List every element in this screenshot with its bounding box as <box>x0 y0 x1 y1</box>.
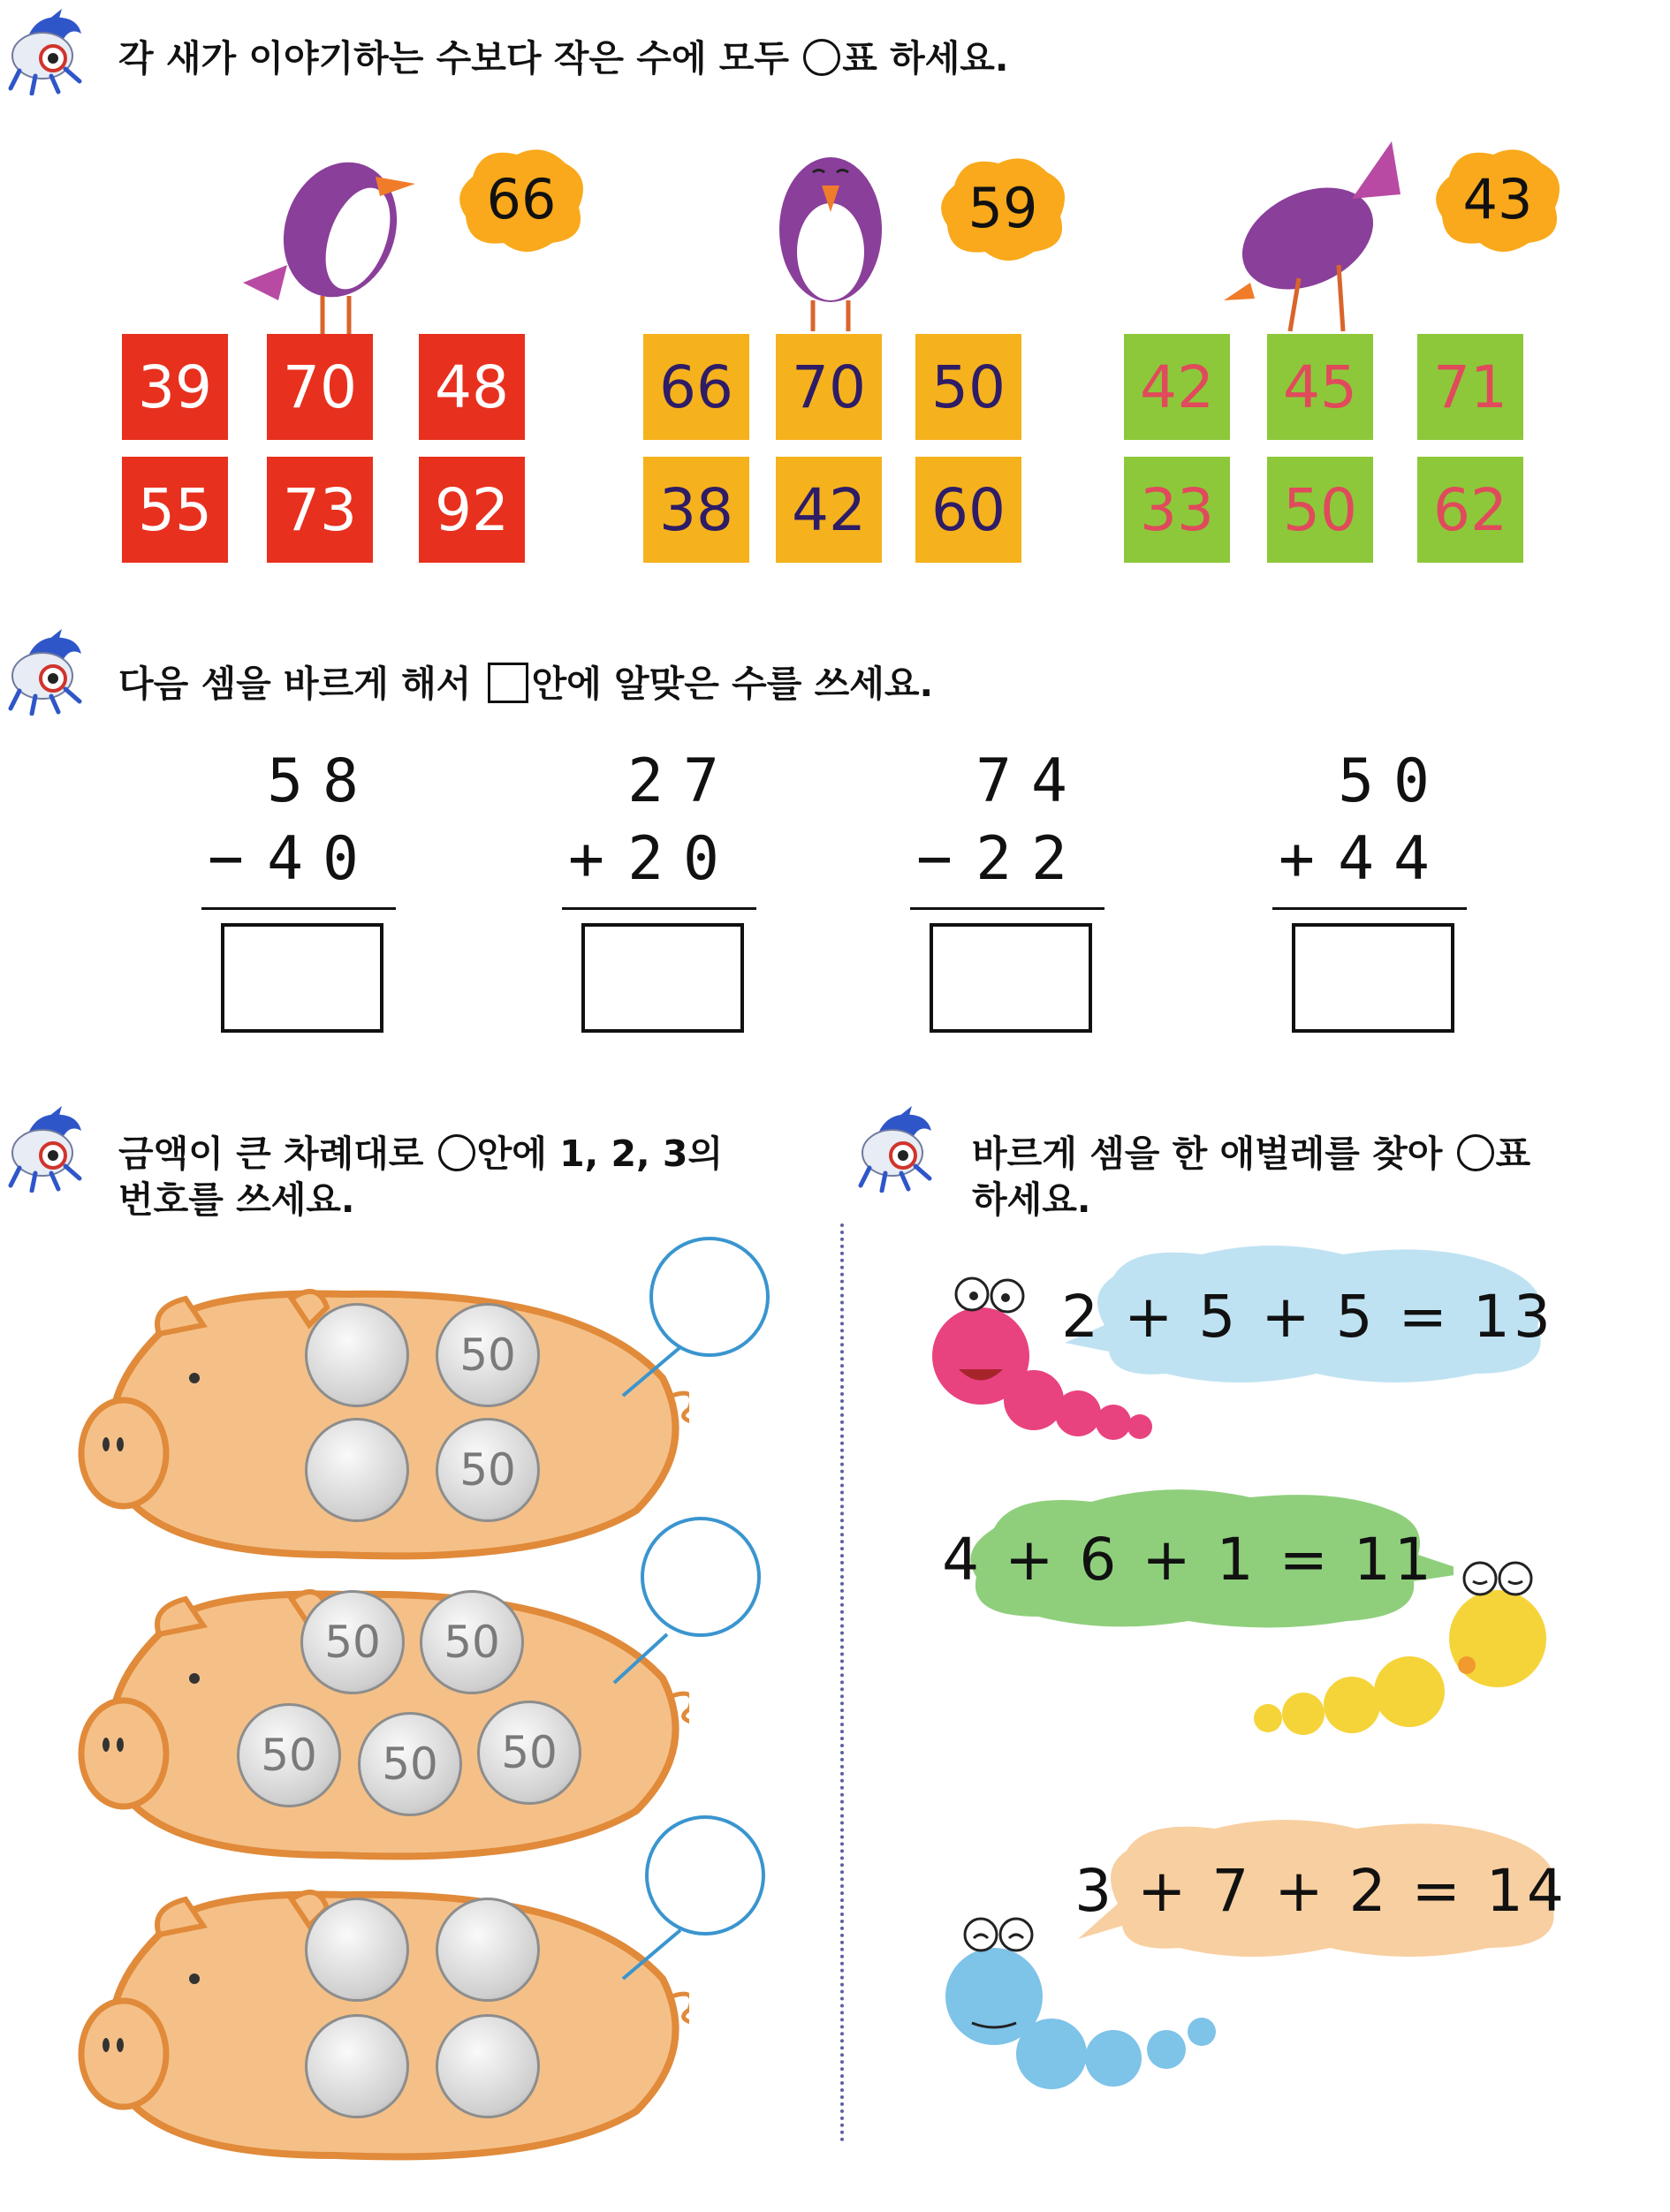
q3-instruction: 금액이 큰 차례대로 안에 1, 2, 3의 번호를 쓰세요. <box>118 1133 724 1221</box>
sum-line <box>1272 907 1467 910</box>
number-tile[interactable]: 39 <box>122 334 228 440</box>
circle-symbol-icon <box>438 1134 475 1171</box>
operator: − <box>916 824 972 894</box>
coin-50-icon: 50 <box>358 1712 462 1816</box>
sum-line <box>201 907 396 910</box>
equation-speech-bubble[interactable]: 3 + 7 + 2 = 14 <box>1074 1815 1568 1966</box>
top-number: 27 <box>627 746 739 816</box>
subtraction-problem <box>910 738 1104 1038</box>
speech-bubble: 43 <box>1431 141 1564 256</box>
speech-bubble: 59 <box>937 150 1069 265</box>
top-number: 74 <box>975 746 1087 816</box>
box-symbol-icon <box>488 663 528 703</box>
speech-bubble: 66 <box>455 141 588 256</box>
top-number: 58 <box>267 746 378 816</box>
coin-100-icon <box>436 1898 540 2002</box>
number-tile[interactable]: 62 <box>1417 457 1523 563</box>
mascot-icon <box>850 1104 938 1193</box>
bottom-number: 20 <box>627 824 739 894</box>
number-tile[interactable]: 70 <box>776 334 882 440</box>
q1-instruction: 각 새가 이야기하는 수보다 작은 수에 모두 표 하세요. <box>118 37 1009 80</box>
coin-50-icon: 50 <box>477 1701 581 1805</box>
q2-instruction: 다음 셈을 바르게 해서 안에 알맞은 수를 쓰세요. <box>118 663 934 705</box>
circle-symbol-icon <box>803 39 840 76</box>
bottom-number: 22 <box>975 824 1087 894</box>
coin-50-icon: 50 <box>436 1418 540 1522</box>
rank-answer-circle[interactable] <box>649 1237 770 1357</box>
coin-50-icon: 50 <box>436 1303 540 1407</box>
rank-answer-circle[interactable] <box>645 1815 765 1936</box>
circle-symbol-icon <box>1457 1134 1494 1171</box>
answer-box[interactable] <box>1292 923 1454 1033</box>
operator: − <box>208 824 263 894</box>
bird-illustration <box>755 133 906 336</box>
mascot-icon <box>0 7 88 95</box>
bottom-number: 44 <box>1338 824 1449 894</box>
equation-speech-bubble[interactable]: 2 + 5 + 5 = 13 <box>1060 1241 1555 1391</box>
coin-100-icon <box>305 2014 409 2118</box>
coin-100-icon <box>305 1898 409 2002</box>
number-tile[interactable]: 66 <box>643 334 749 440</box>
answer-box[interactable] <box>221 923 383 1033</box>
number-tile[interactable]: 71 <box>1417 334 1523 440</box>
number-tile[interactable]: 42 <box>776 457 882 563</box>
section-divider <box>840 1223 844 2142</box>
operator: + <box>568 824 624 894</box>
addition-problem <box>1272 738 1467 1038</box>
number-tile[interactable]: 92 <box>419 457 525 563</box>
q4-instruction: 바르게 셈을 한 애벌레를 찾아 표 하세요. <box>972 1133 1531 1221</box>
number-tile[interactable]: 60 <box>915 457 1021 563</box>
coin-50-icon: 50 <box>237 1703 341 1807</box>
bird-illustration <box>234 133 429 336</box>
equation-speech-bubble[interactable]: 4 + 6 + 1 = 11 <box>959 1484 1454 1634</box>
mascot-icon <box>0 627 88 716</box>
coin-100-icon <box>305 1303 409 1407</box>
coin-50-icon: 50 <box>300 1590 405 1694</box>
number-tile[interactable]: 33 <box>1124 457 1230 563</box>
mascot-icon <box>0 1104 88 1193</box>
bird-illustration <box>1219 133 1414 336</box>
subtraction-problem <box>201 738 396 1038</box>
number-tile[interactable]: 70 <box>267 334 373 440</box>
top-number: 50 <box>1338 746 1449 816</box>
number-tile[interactable]: 73 <box>267 457 373 563</box>
answer-box[interactable] <box>581 923 744 1033</box>
rank-answer-circle[interactable] <box>641 1517 761 1637</box>
answer-box[interactable] <box>930 923 1092 1033</box>
coin-50-icon: 50 <box>420 1590 524 1694</box>
bottom-number: 40 <box>267 824 378 894</box>
sum-line <box>562 907 756 910</box>
caterpillar-illustration <box>1233 1559 1586 1762</box>
addition-problem <box>562 738 756 1038</box>
number-tile[interactable]: 50 <box>915 334 1021 440</box>
number-tile[interactable]: 38 <box>643 457 749 563</box>
sum-line <box>910 907 1104 910</box>
number-tile[interactable]: 45 <box>1267 334 1373 440</box>
number-tile[interactable]: 42 <box>1124 334 1230 440</box>
number-tile[interactable]: 50 <box>1267 457 1373 563</box>
coin-100-icon <box>305 1418 409 1522</box>
number-tile[interactable]: 48 <box>419 334 525 440</box>
coin-100-icon <box>436 2014 540 2118</box>
number-tile[interactable]: 55 <box>122 457 228 563</box>
operator: + <box>1279 824 1334 894</box>
